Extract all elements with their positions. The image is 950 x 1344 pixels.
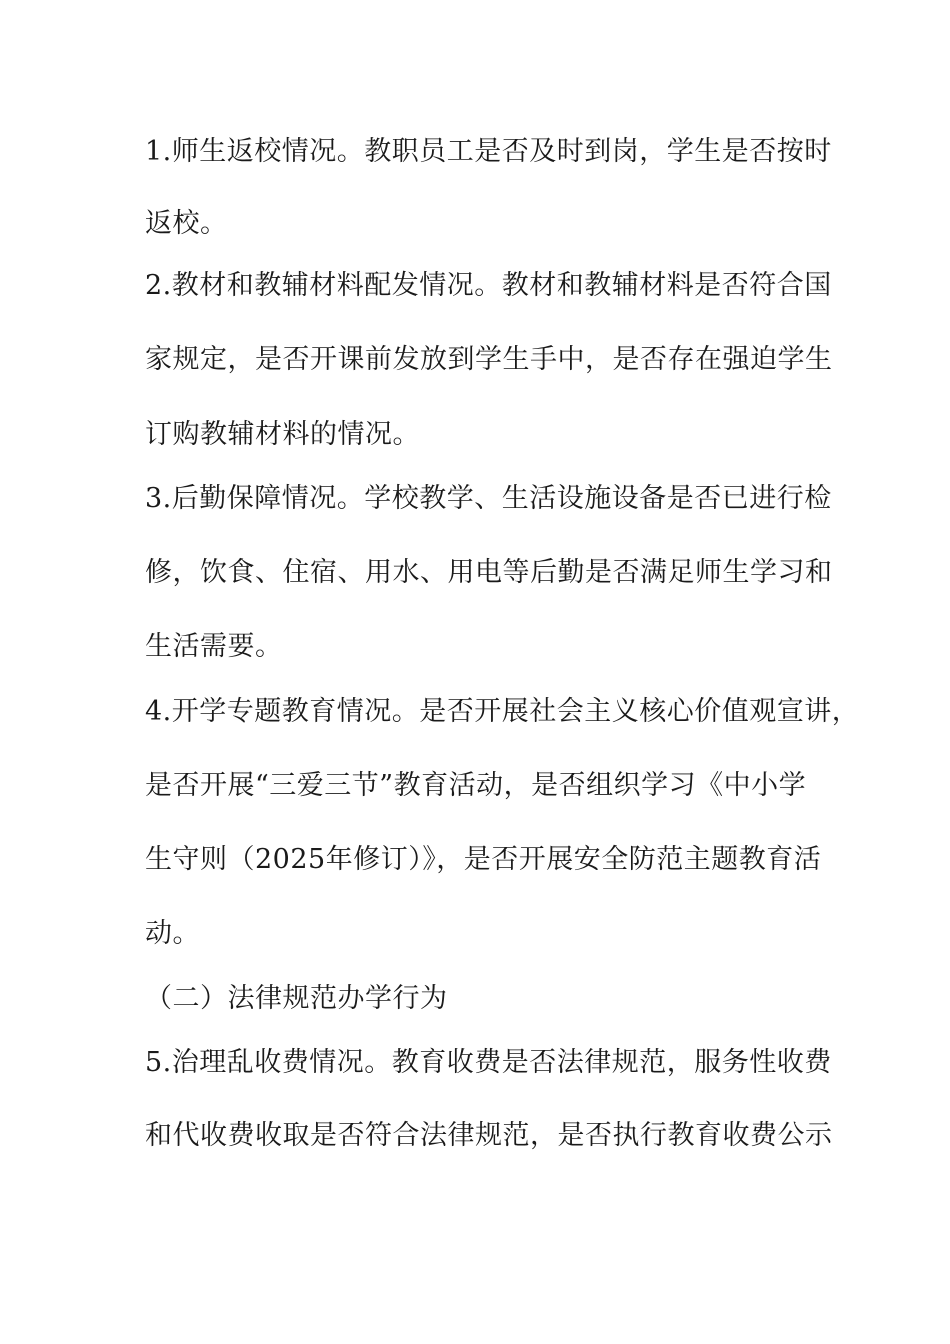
- text-line-item-5-cont: 和代收费收取是否符合法律规范，是否执行教育收费公示: [145, 1120, 833, 1151]
- text-line-item-4: 4.开学专题教育情况。是否开展社会主义核心价值观宣讲，: [145, 696, 860, 727]
- text-line-item-4-cont2: 生守则（2025年修订）》，是否开展安全防范主题教育活: [145, 844, 822, 875]
- text-line-item-1-cont: 返校。: [145, 208, 228, 239]
- section-heading: （二）法律规范办学行为: [145, 983, 448, 1014]
- text-line-item-4-cont: 是否开展“三爱三节”教育活动，是否组织学习《中小学: [145, 770, 807, 801]
- text-line-item-3: 3.后勤保障情况。学校教学、生活设施设备是否已进行检: [145, 483, 832, 514]
- text-line-item-2-end: 订购教辅材料的情况。: [145, 419, 420, 450]
- text-line-item-2-cont: 家规定，是否开课前发放到学生手中，是否存在强迫学生: [145, 344, 833, 375]
- text-line-item-1: 1.师生返校情况。教职员工是否及时到岗，学生是否按时: [145, 136, 832, 167]
- text-line-item-3-end: 生活需要。: [145, 631, 283, 662]
- text-line-item-4-end: 动。: [145, 918, 200, 949]
- text-line-item-3-cont: 修，饮食、住宿、用水、用电等后勤是否满足师生学习和: [145, 557, 833, 588]
- text-line-item-5: 5.治理乱收费情况。教育收费是否法律规范，服务性收费: [145, 1047, 832, 1078]
- text-line-item-2: 2.教材和教辅材料配发情况。教材和教辅材料是否符合国: [145, 270, 832, 301]
